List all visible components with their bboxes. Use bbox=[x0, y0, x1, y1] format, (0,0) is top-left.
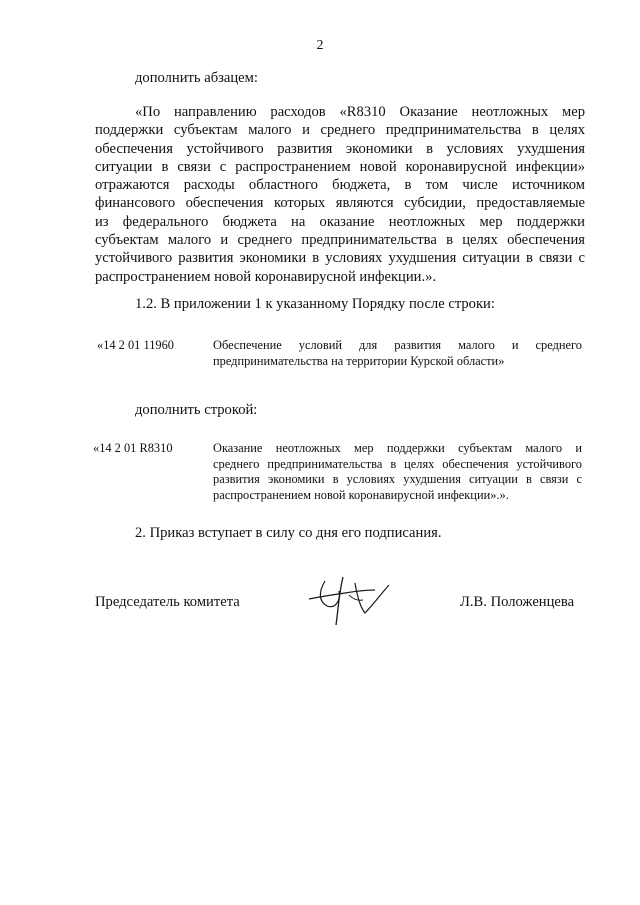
item-1-2: 1.2. В приложении 1 к указанному Порядку после строки: bbox=[135, 296, 495, 312]
intro-text: дополнить абзацем: bbox=[135, 70, 258, 86]
row1-code: «14 2 01 11960 bbox=[97, 338, 174, 352]
add-row-text: дополнить строкой: bbox=[135, 402, 258, 418]
signatory-name: Л.В. Положенцева bbox=[460, 594, 575, 610]
paragraph-line: ситуации в связи с распространением новой коронавирусной инфекции» bbox=[95, 158, 585, 175]
paragraph-line: субъектам малого и среднего предпринимательства в целях обеспечения bbox=[95, 232, 585, 249]
paragraph-line: устойчивого развития экономики в условиях ухудшения ситуации в связи с bbox=[95, 250, 585, 267]
paragraph-line: отражаются расходы областного бюджета, в том числе источником bbox=[95, 177, 585, 194]
paragraph-line: финансового обеспечения которых являются субсидии, предоставляемые bbox=[95, 195, 585, 212]
signatory-title: Председатель комитета bbox=[95, 594, 240, 610]
row2-code: «14 2 01 R8310 bbox=[93, 441, 173, 455]
item-2: 2. Приказ вступает в силу со дня его подписания. bbox=[135, 525, 442, 541]
description-line: Оказание неотложных мер поддержки субъектам малого и bbox=[213, 441, 582, 455]
description-line: Обеспечение условий для развития малого и среднего bbox=[213, 338, 582, 352]
paragraph-line: «По направлению расходов «R8310 Оказание неотложных мер bbox=[135, 104, 585, 120]
paragraph-line: поддержки субъектам малого и среднего предпринимательства в целях bbox=[95, 122, 585, 139]
main-quote-paragraph bbox=[95, 103, 585, 286]
description-line: распространением новой коронавирусной инфекции».». bbox=[213, 487, 509, 502]
page-number: 2 bbox=[316, 38, 324, 53]
description-line: среднего предпринимательства в целях обеспечения устойчивого bbox=[213, 456, 582, 471]
row2-description bbox=[213, 441, 582, 503]
paragraph-line: обеспечения устойчивого развития экономики в условиях ухудшения bbox=[95, 140, 585, 157]
signature-image bbox=[305, 573, 395, 628]
row1-description bbox=[213, 338, 582, 369]
paragraph-line: распространением новой коронавирусной инфекции.». bbox=[95, 268, 437, 285]
description-line: предпринимательства на территории Курской области» bbox=[213, 353, 505, 368]
description-line: развития экономики в условиях ухудшения ситуации в связи с bbox=[213, 472, 582, 486]
paragraph-line: из федерального бюджета на оказание неотложных мер поддержки bbox=[95, 213, 585, 230]
